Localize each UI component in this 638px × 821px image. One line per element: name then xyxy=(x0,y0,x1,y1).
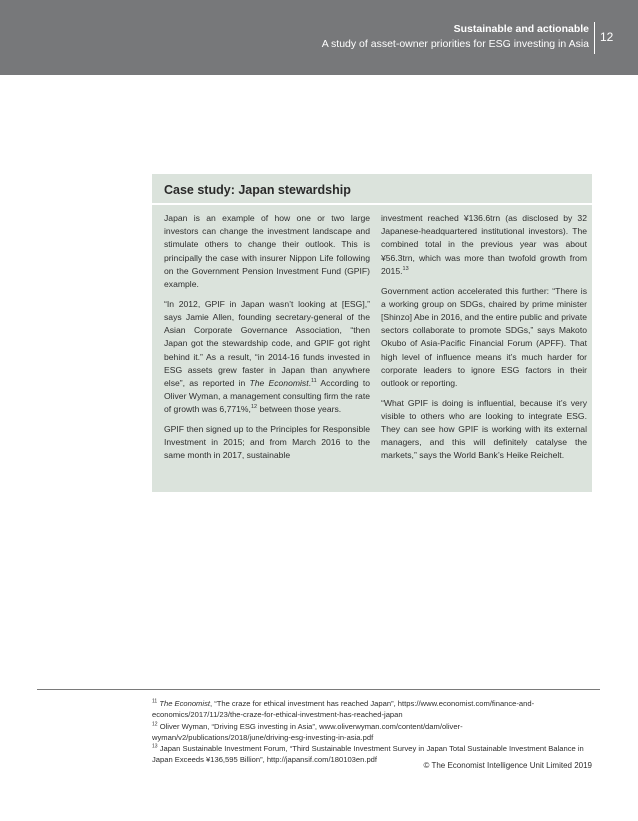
copyright-notice: © The Economist Intelligence Unit Limited 2019 xyxy=(423,761,592,770)
paragraph: “What GPIF is doing is influential, because it’s very visible to others who are looking to integrate ESG. They can see how GPIF is working with its external managers, and this will definitely catalyse the markets,” says the World Bank’s Heike Reichelt. xyxy=(381,397,587,461)
case-study-box xyxy=(152,174,592,492)
paragraph: Japan is an example of how one or two large investors can change the investment landscape and stimulate others to change their outlook. This is principally the case with insurer Nippon Life following on the Government Pension Investment Fund (GPIF) example. xyxy=(164,213,370,290)
footnote-ref[interactable]: 11 xyxy=(311,378,317,385)
footnotes xyxy=(152,698,592,766)
case-study-left-column xyxy=(164,212,370,469)
paragraph: GPIF then signed up to the Principles for Responsible Investment in 2015; and from March 2016 to the same month in 2017, sustainable xyxy=(164,424,370,461)
footnote-divider xyxy=(37,689,600,690)
source-title: The Economist xyxy=(249,377,309,388)
paragraph: Government action accelerated this further: “There is a working group on SDGs, chaired by prime minister [Shinzo] Abe in 2016, and the entire public and private sectors collaborate to promote SDGs,” says Makoto Okubo of Asia-Pacific Financial Forum (APFF). That high level of influence means it’s much harder for corporate leaders to ignore ESG factors in their outlook or reporting. xyxy=(381,285,587,388)
paragraph: investment reached ¥136.6trn (as disclosed by 32 Japanese-headquartered institutional investors). The combined total in the previous year was about ¥56.3trn, which was more than twofold growth from 2015.13 xyxy=(381,213,587,276)
report-title: Sustainable and actionable xyxy=(453,23,589,35)
report-subtitle: A study of asset-owner priorities for ESG investing in Asia xyxy=(321,38,589,50)
case-study-right-column xyxy=(381,212,587,469)
case-study-title: Case study: Japan stewardship xyxy=(164,183,351,197)
footnote: $^{12}$ Oliver Wyman, “Driving ESG investing in Asia”, www.oliverwyman.com/content/dam/oliver-wyman/v2/publications/2018/june/driving-esg-investing-in-asia.pdf xyxy=(152,721,463,742)
paragraph: “In 2012, GPIF in Japan wasn’t looking at [ESG],” says Jamie Allen, founding secretary-general of the Asian Corporate Governance Association, “then Japan got the stewardship code, and GPIF got right behind it.” As a result, “in 2014-16 funds invested in ESG assets grew faster in Japan than anywhere else”, as reported in The Economist.$^{11}$ According to Oliver Wyman, a management consulting firm the rate of growth was 6,771%,$^{12}$ between those years. xyxy=(164,298,370,415)
case-study-divider xyxy=(152,203,592,205)
header-divider xyxy=(594,22,595,54)
footnote-ref[interactable]: 13 xyxy=(402,265,409,272)
page-header xyxy=(0,0,638,75)
page-number: 12 xyxy=(600,30,614,44)
footnote: $^{11}$ The Economist, “The craze for ethical investment has reached Japan”, https://www.economist.com/finance-and-economics/2017/11/23/the-craze-for-ethical-investment-has-reached-japan xyxy=(152,698,535,720)
footnote-ref[interactable]: 12 xyxy=(250,404,258,411)
footnote: $^{13}$ Japan Sustainable Investment Forum, “Third Sustainable Investment Survey in Japan Total Sustainable Investment Balance in Japan Exceeds ¥136,595 Billion”, http://japansif.com/180103en.pdf xyxy=(152,743,584,765)
source-title: The Economist xyxy=(159,699,210,708)
